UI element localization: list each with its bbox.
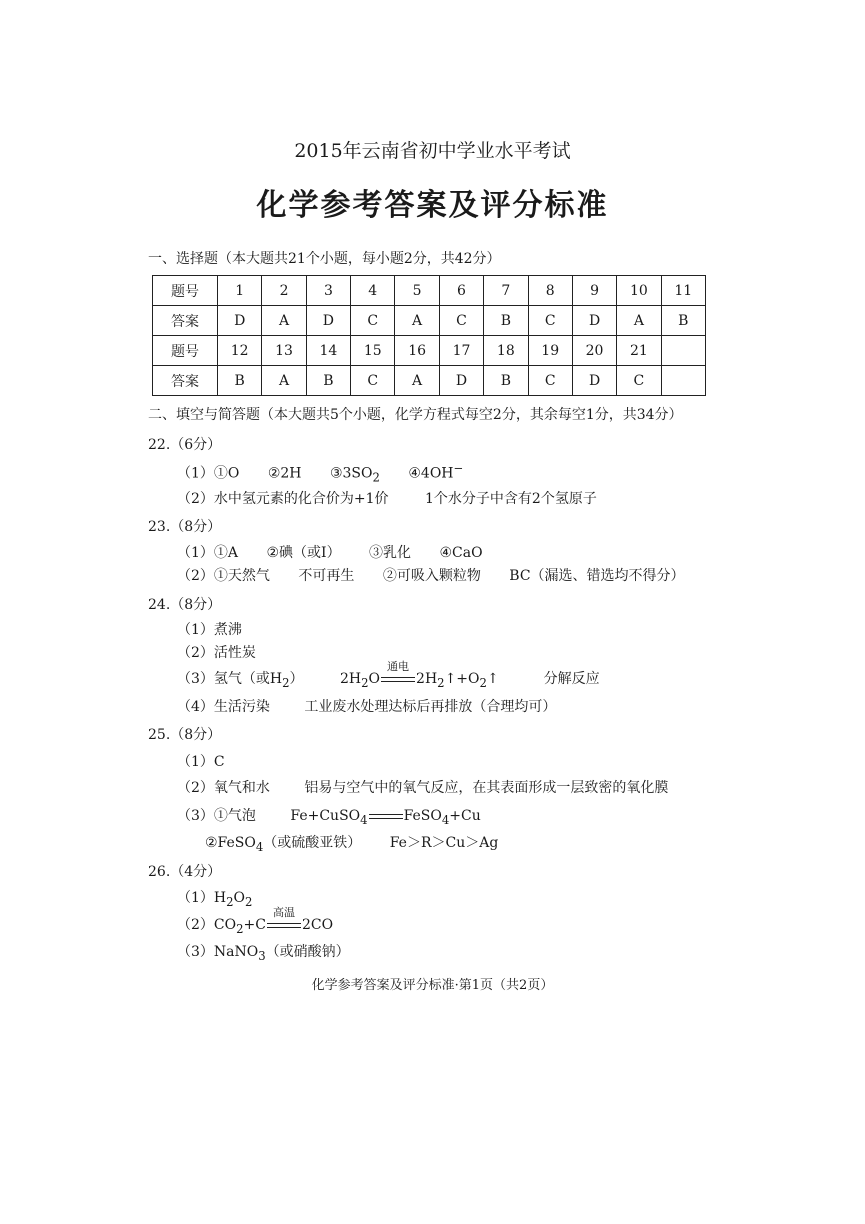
- answer-table-cell: 11: [661, 276, 705, 306]
- answer-part: （2）①天然气: [177, 568, 270, 584]
- question-24-heading: 24.（8分）: [148, 597, 222, 613]
- answer-table-cell: 5: [395, 276, 439, 306]
- displacement-equation: [290, 808, 481, 827]
- equation-part: ↑: [486, 671, 499, 687]
- answer-part: ④CaO: [439, 545, 483, 561]
- equation-part: 2H: [340, 671, 362, 687]
- answer-part: 1个水分子中含有2个氢原子: [425, 491, 597, 507]
- answer-table-row: [153, 336, 706, 366]
- reaction-arrow: [266, 906, 302, 933]
- answer-table-cell: C: [351, 366, 395, 396]
- question-22-heading: 22.（6分）: [148, 437, 222, 453]
- answer-table-cell: C: [439, 306, 483, 336]
- answer-table-cell: 20: [572, 336, 616, 366]
- answer-part: （或硝酸钠）: [265, 944, 350, 960]
- answer-table-cell: 4: [351, 276, 395, 306]
- question-25-answer-2: [177, 777, 668, 797]
- answer-table: [152, 275, 706, 396]
- answer-table-cell: D: [572, 366, 616, 396]
- subscript: 4: [255, 839, 264, 854]
- answer-table-cell: C: [528, 306, 572, 336]
- question-26-heading: 26.（4分）: [148, 864, 222, 880]
- answer-part: （3）NaNO: [177, 944, 259, 960]
- answer-table-cell: 6: [439, 276, 483, 306]
- answer-table-cell: D: [218, 306, 262, 336]
- answer-part: （3）氢气（或H: [177, 671, 283, 687]
- answer-part: ）: [289, 671, 304, 687]
- equation-part: +Cu: [449, 808, 481, 824]
- answer-table-cell: 19: [528, 336, 572, 366]
- subscript: 2: [479, 675, 487, 690]
- answer-part: 铝易与空气中的氧气反应，在其表面形成一层致密的氧化膜: [304, 780, 669, 796]
- subscript: 4: [441, 812, 450, 827]
- subscript: 3: [258, 948, 266, 963]
- reaction-arrow: [368, 808, 404, 824]
- answer-table-cell: B: [218, 366, 262, 396]
- answer-table-row: [153, 366, 706, 396]
- question-24-answer-2: （2）活性炭: [177, 645, 256, 661]
- question-25-answer-3: [177, 805, 481, 827]
- question-24-answer-3: [177, 660, 600, 690]
- answer-table-cell: 21: [617, 336, 661, 366]
- answer-part: （3）①气泡: [177, 808, 256, 824]
- section-1-title: 一、选择题（本大题共21个小题，每小题2分，共42分）: [148, 251, 501, 267]
- answer-table-cell: A: [395, 366, 439, 396]
- answer-part: （或硫酸亚铁）: [263, 835, 362, 851]
- question-23-heading: 23.（8分）: [148, 519, 222, 535]
- question-23-answer-2: [177, 565, 685, 585]
- question-23-answer-1: [177, 542, 483, 562]
- answer-table-cell: D: [306, 306, 350, 336]
- answer-part: ②可吸入颗粒物: [382, 568, 481, 584]
- answer-part: （1）①O: [177, 465, 240, 482]
- superscript: −: [453, 461, 464, 475]
- answer-table-cell: 9: [572, 276, 616, 306]
- answer-table-cell: B: [661, 306, 705, 336]
- electrolysis-equation: [340, 660, 503, 690]
- subscript: 2: [372, 470, 380, 485]
- question-25-heading: 25.（8分）: [148, 727, 222, 743]
- question-26-answer-1: [177, 887, 252, 909]
- answer-table-cell: C: [528, 366, 572, 396]
- answer-part: （4）生活污染: [177, 699, 270, 715]
- equation-part: O: [368, 671, 381, 687]
- question-22-answer-2: [177, 488, 597, 508]
- answer-table-row-label: 答案: [153, 366, 218, 396]
- answer-table-cell: A: [617, 306, 661, 336]
- subscript: 2: [236, 921, 244, 936]
- equation-part: ↑+O: [444, 671, 480, 687]
- answer-part: （1）H: [177, 890, 227, 906]
- answer-table-row-label: 题号: [153, 276, 218, 306]
- answer-table-cell: [661, 366, 705, 396]
- answer-table-cell: 7: [484, 276, 528, 306]
- answer-part: （2）水中氢元素的化合价为+1价: [177, 491, 389, 507]
- subscript: 2: [361, 675, 369, 690]
- answer-table-cell: 1: [218, 276, 262, 306]
- reaction-condition: 高温: [272, 906, 295, 919]
- exam-title: 2015年云南省初中学业水平考试: [294, 140, 571, 162]
- answer-table-cell: A: [395, 306, 439, 336]
- question-22-answer-1: [177, 461, 463, 484]
- answer-table-cell: C: [351, 306, 395, 336]
- section-2-title: 二、填空与简答题（本大题共5个小题，化学方程式每空2分，其余每空1分，共34分）: [148, 407, 683, 423]
- answer-table-cell: 17: [439, 336, 483, 366]
- answer-part: （2）氧气和水: [177, 780, 270, 796]
- answer-table-cell: 2: [262, 276, 306, 306]
- answer-part: 分解反应: [543, 671, 600, 687]
- answer-table-cell: D: [439, 366, 483, 396]
- answer-table-row-label: 题号: [153, 336, 218, 366]
- answer-part: ③乳化: [369, 545, 412, 561]
- answer-table-cell: 12: [218, 336, 262, 366]
- answer-part: ②碘（或I）: [266, 545, 341, 561]
- answer-table-cell: C: [617, 366, 661, 396]
- subscript: 2: [437, 675, 445, 690]
- answer-table-cell: 3: [306, 276, 350, 306]
- answer-part: （2）CO: [177, 917, 237, 933]
- answer-table-cell: 13: [262, 336, 306, 366]
- answer-table-cell: B: [484, 366, 528, 396]
- answer-part: ③3SO: [329, 465, 373, 482]
- answer-part: （1）①A: [177, 545, 239, 561]
- answer-table-cell: B: [306, 366, 350, 396]
- answer-table-row: [153, 276, 706, 306]
- answer-part: +C: [243, 917, 266, 933]
- answer-table-cell: [661, 336, 705, 366]
- answer-part: ②FeSO: [205, 835, 256, 851]
- subscript: 2: [282, 675, 290, 690]
- question-24-answer-4: [177, 696, 556, 716]
- page-footer: 化学参考答案及评分标准·第1页（共2页）: [311, 978, 554, 993]
- reaction-condition: 通电: [387, 660, 410, 673]
- question-25-answer-1: （1）C: [177, 754, 225, 770]
- answer-part: 不可再生: [298, 568, 355, 584]
- answer-table-cell: 10: [617, 276, 661, 306]
- subscript: 4: [360, 812, 368, 827]
- subscript: 2: [226, 894, 234, 909]
- question-26-answer-3: [177, 941, 350, 963]
- answer-part: BC（漏选、错选均不得分）: [509, 568, 685, 584]
- answer-table-cell: 16: [395, 336, 439, 366]
- equation-part: FeSO: [403, 808, 442, 824]
- document-title: 化学参考答案及评分标准: [256, 188, 609, 223]
- answer-table-cell: A: [262, 306, 306, 336]
- answer-table-cell: D: [572, 306, 616, 336]
- answer-table-cell: B: [484, 306, 528, 336]
- answer-table-row: [153, 306, 706, 336]
- question-26-answer-2: [177, 906, 334, 936]
- answer-part: Fe＞R＞Cu＞Ag: [389, 835, 499, 851]
- answer-part: 2CO: [301, 917, 334, 933]
- answer-table-cell: A: [262, 366, 306, 396]
- equation-part: 2H: [416, 671, 438, 687]
- answer-table-cell: 14: [306, 336, 350, 366]
- answer-table-row-label: 答案: [153, 306, 218, 336]
- reaction-arrow: [380, 660, 416, 687]
- equation-part: Fe+CuSO: [290, 808, 361, 824]
- question-25-answer-3b: [205, 832, 498, 854]
- answer-part: ④4OH: [408, 465, 454, 482]
- answer-table-cell: 15: [351, 336, 395, 366]
- answer-part: 工业废水处理达标后再排放（合理均可）: [304, 699, 557, 715]
- answer-table-cell: 8: [528, 276, 572, 306]
- answer-part: O: [233, 890, 246, 906]
- answer-part: ②2H: [267, 465, 302, 482]
- subscript: 2: [245, 894, 253, 909]
- answer-table-cell: 18: [484, 336, 528, 366]
- question-24-answer-1: （1）煮沸: [177, 622, 242, 638]
